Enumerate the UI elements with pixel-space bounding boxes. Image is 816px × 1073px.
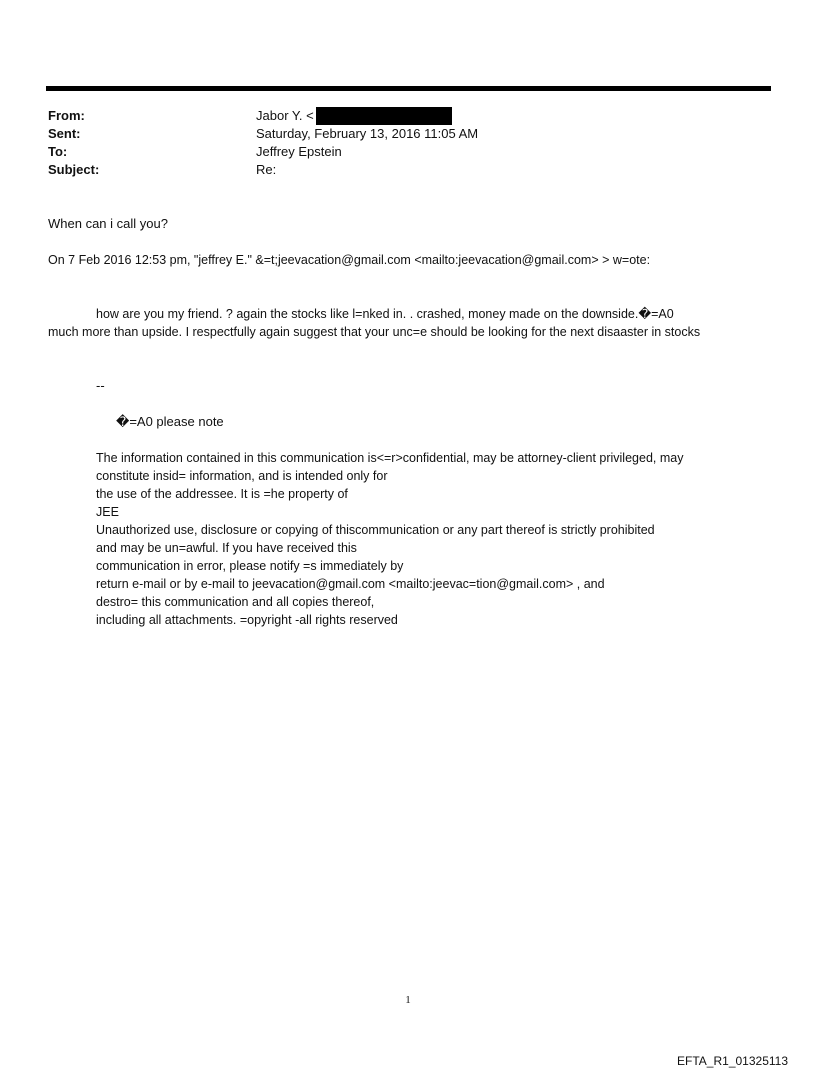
disclaimer-line: The information contained in this communication is<=r>confidential, may be attorney-client privileged, may: [96, 451, 684, 465]
disclaimer-line: JEE: [96, 505, 119, 519]
redaction-box: [316, 107, 452, 125]
sent-value: Saturday, February 13, 2016 11:05 AM: [256, 126, 479, 141]
page-number: 1: [405, 994, 411, 1006]
header-rule: [46, 86, 771, 91]
disclaimer-line: including all attachments. =opyright -all rights reserved: [96, 613, 398, 627]
quoted-text-line: how are you my friend. ? again the stocks like l=nked in. . crashed, money made on the downside.�=A0: [96, 307, 674, 321]
bates-number: EFTA_R1_01325113: [677, 1054, 788, 1068]
disclaimer-line: communication in error, please notify =s immediately by: [96, 559, 404, 573]
quoted-text-line: much more than upside. I respectfully again suggest that your unc=e should be looking for the next disaaster in stocks: [48, 325, 701, 339]
sent-label: Sent:: [48, 126, 81, 141]
from-name: Jabor Y. <: [256, 108, 314, 123]
signature-separator: --: [96, 378, 105, 393]
quote-header: On 7 Feb 2016 12:53 pm, "jeffrey E." &=t;jeevacation@gmail.com <mailto:jeevacation@gmail.com> > w=ote:: [48, 253, 651, 267]
to-value: Jeffrey Epstein: [256, 144, 342, 159]
from-label: From:: [48, 108, 85, 123]
to-label: To:: [48, 144, 68, 159]
disclaimer-line: and may be un=awful. If you have received this: [96, 541, 357, 555]
body-line: When can i call you?: [48, 216, 168, 231]
disclaimer-line: the use of the addressee. It is =he property of: [96, 487, 348, 501]
subject-label: Subject:: [48, 162, 100, 177]
disclaimer-line: destro= this communication and all copies thereof,: [96, 595, 375, 609]
subject-value: Re:: [256, 162, 277, 177]
note-line: �=A0 please note: [116, 414, 224, 429]
from-value: [256, 107, 452, 125]
disclaimer-line: constitute insid= information, and is intended only for: [96, 469, 388, 483]
disclaimer-line: return e-mail or by e-mail to jeevacation@gmail.com <mailto:jeevac=tion@gmail.com> , and: [96, 577, 605, 591]
disclaimer-line: Unauthorized use, disclosure or copying of thiscommunication or any part thereof is strictly prohibited: [96, 523, 655, 537]
